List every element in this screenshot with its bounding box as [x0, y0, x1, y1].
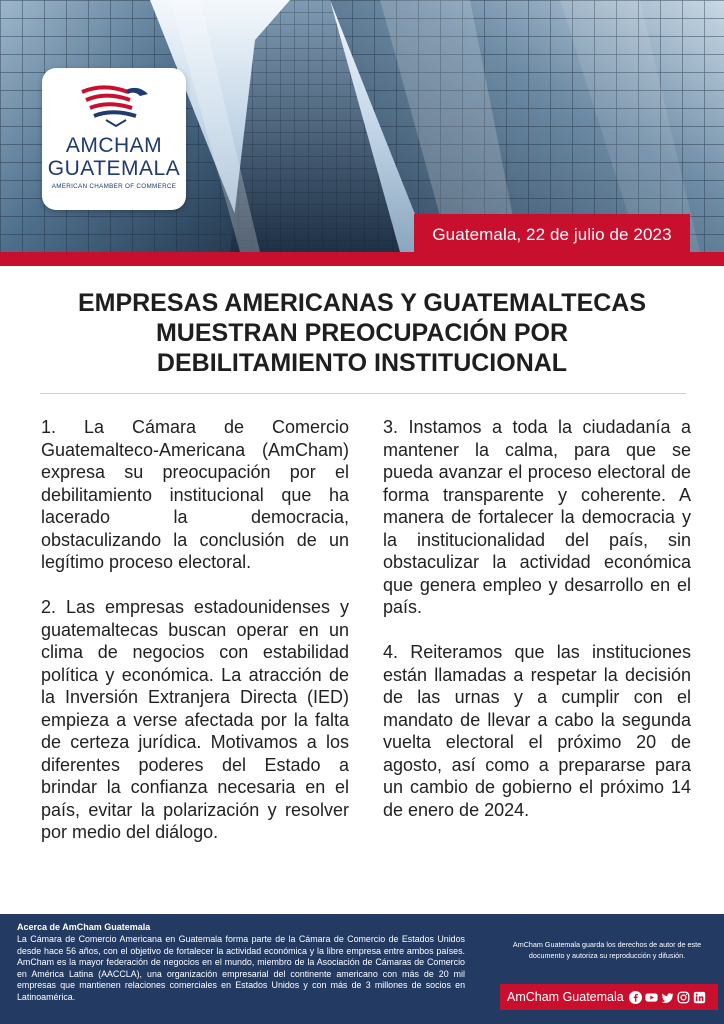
- left-column: [41, 416, 349, 866]
- social-bar: [500, 984, 718, 1010]
- linkedin-icon[interactable]: [693, 991, 706, 1004]
- eagle-flag-icon: [76, 84, 152, 128]
- logo-subtitle: AMERICAN CHAMBER OF COMMERCE: [51, 183, 177, 190]
- twitter-icon[interactable]: [661, 991, 674, 1004]
- title-divider: [40, 393, 686, 394]
- point-3: 3. Instamos a toda la ciudadanía a mantener la calma, para que se pueda avanzar el proceso electoral de forma transparente y coherente. A manera de fortalecer la democracia y la institucionalidad del país, sin obstaculizar la actividad económica que genera empleo y desarrollo en el país.: [383, 417, 691, 617]
- logo-line2: GUATEMALA: [47, 157, 181, 180]
- about-title: Acerca de AmCham Guatemala: [17, 922, 151, 932]
- point-2: 2. Las empresas estadounidenses y guatemaltecas buscan operar en un clima de negocios con estabilidad política y económica. La atracción de la Inversión Extranjera Directa (IED) empieza a verse afectada por la falta de certeza jurídica. Motivamos a los diferentes poderes del Estado a brindar la confianza necesaria en el país, evitar la polarización y resolver por medio del diálogo.: [41, 597, 349, 842]
- social-brand: AmCham Guatemala: [507, 990, 624, 1004]
- rights-notice: AmCham Guatemala guarda los derechos de autor de este documento y autoriza su reproducción y difusión.: [512, 940, 702, 960]
- title-line1: EMPRESAS AMERICANAS Y GUATEMALTECAS: [77, 289, 647, 317]
- facebook-icon[interactable]: [629, 991, 642, 1004]
- about-text: La Cámara de Comercio Americana en Guatemala forma parte de la Cámara de Comercio de Estados Unidos desde hace 56 años, con el objetivo de fortalecer la actividad económica y la libre empresa entre ambos países. AmCham es la mayor federación de negocios en el mundo, miembro de la Asociación de Cámaras de Comercio en América Latina (AACCLA), una organización empresarial del continente americano con más de 20 mil empresas que mantienen relaciones comerciales en Estados Unidos y con más de 3 millones de socios en Latinoamérica.: [17, 934, 465, 1002]
- instagram-icon[interactable]: [677, 991, 690, 1004]
- youtube-icon[interactable]: [645, 991, 658, 1004]
- amcham-logo: [42, 68, 186, 210]
- point-4: 4. Reiteramos que las instituciones están llamadas a respetar la decisión de las urnas y a cumplir con el mandato de llevar a cabo la segunda vuelta electoral el próximo 20 de agosto, así como a prepararse para un cambio de gobierno el próximo 14 de enero de 2024.: [383, 642, 691, 820]
- title-line2: MUESTRAN PREOCUPACIÓN POR: [155, 319, 569, 347]
- logo-line1: AMCHAM: [65, 134, 163, 157]
- point-1: 1. La Cámara de Comercio Guatemalteco-Americana (AmCham) expresa su preocupación por el debilitamiento institucional que ha lacerado la democracia, obstaculizando la conclusión de un legítimo proceso electoral.: [41, 417, 349, 572]
- right-column: [383, 416, 691, 844]
- title-line3: DEBILITAMIENTO INSTITUCIONAL: [156, 349, 568, 377]
- date-label: Guatemala, 22 de julio de 2023: [414, 214, 690, 256]
- page-title: [30, 288, 694, 378]
